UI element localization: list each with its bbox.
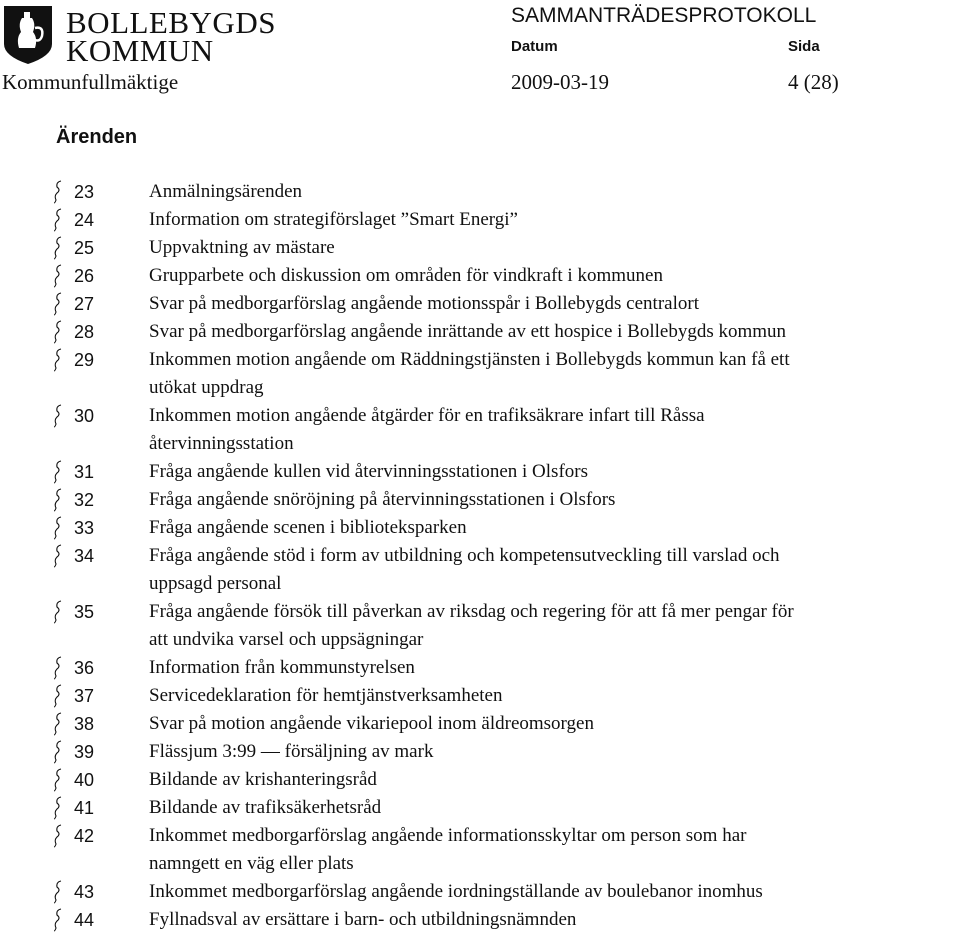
agenda-list xyxy=(0,178,960,934)
agenda-item xyxy=(0,206,960,234)
item-number: 24 xyxy=(74,210,95,230)
item-title-line: utökat uppdrag xyxy=(149,377,264,398)
section-sign-icon xyxy=(52,824,64,848)
item-title-line: Fyllnadsval av ersättare i barn- och utbildningsnämnden xyxy=(149,909,577,930)
item-title xyxy=(149,486,955,514)
item-title-line: uppsagd personal xyxy=(149,573,282,594)
item-title-line: Grupparbete och diskussion om områden för vindkraft i kommunen xyxy=(149,265,663,286)
agenda-item xyxy=(0,514,960,542)
item-title xyxy=(149,262,955,290)
org-name-line2: KOMMUN xyxy=(66,33,214,68)
section-sign-icon xyxy=(52,768,64,792)
item-title-line: Fråga angående försök till påverkan av riksdag och regering för att få mer pengar för xyxy=(149,601,794,622)
item-title xyxy=(149,346,955,402)
item-title-line: Anmälningsärenden xyxy=(149,181,303,202)
agenda-item xyxy=(0,598,960,654)
item-number: 31 xyxy=(74,462,95,482)
section-sign-icon xyxy=(52,740,64,764)
agenda-item xyxy=(0,318,960,346)
item-title xyxy=(149,794,955,822)
agenda-item xyxy=(0,654,960,682)
agenda-item xyxy=(0,346,960,402)
item-title-line: Bildande av krishanteringsråd xyxy=(149,769,377,790)
section-sign-icon xyxy=(52,796,64,820)
datum-label: Datum xyxy=(511,38,558,55)
item-title-line: Bildande av trafiksäkerhetsråd xyxy=(149,797,382,818)
agenda-item xyxy=(0,178,960,206)
item-number: 43 xyxy=(74,882,95,902)
item-title-line: Fråga angående scenen i biblioteksparken xyxy=(149,517,467,538)
section-sign-icon xyxy=(52,292,64,316)
item-title xyxy=(149,710,955,738)
item-title-line: Svar på motion angående vikariepool inom äldreomsorgen xyxy=(149,713,594,734)
section-sign-icon xyxy=(52,880,64,904)
agenda-item xyxy=(0,822,960,878)
item-title-line: Svar på medborgarförslag angående inrättande av ett hospice i Bollebygds kommun xyxy=(149,321,787,342)
item-title-line: Uppvaktning av mästare xyxy=(149,237,335,258)
item-number: 30 xyxy=(74,406,95,426)
agenda-item xyxy=(0,710,960,738)
item-number: 26 xyxy=(74,266,95,286)
item-title xyxy=(149,234,955,262)
item-number: 34 xyxy=(74,546,95,566)
item-title xyxy=(149,318,955,346)
meeting-body: Kommunfullmäktige xyxy=(2,70,179,94)
section-sign-icon xyxy=(52,544,64,568)
item-number: 42 xyxy=(74,826,95,846)
item-number: 28 xyxy=(74,322,95,342)
section-sign-icon xyxy=(52,348,64,372)
agenda-item xyxy=(0,794,960,822)
item-title xyxy=(149,290,955,318)
section-sign-icon xyxy=(52,684,64,708)
item-title xyxy=(149,178,955,206)
section-title: Ärenden xyxy=(56,126,138,148)
section-sign-icon xyxy=(52,460,64,484)
item-number: 25 xyxy=(74,238,95,258)
agenda-item xyxy=(0,402,960,458)
document-type-title: SAMMANTRÄDESPROTOKOLL xyxy=(511,4,817,27)
item-title xyxy=(149,878,955,906)
item-number: 39 xyxy=(74,742,95,762)
item-title-line: Inkommen motion angående åtgärder för en trafiksäkrare infart till Råssa xyxy=(149,405,705,426)
item-number: 40 xyxy=(74,770,95,790)
agenda-item xyxy=(0,906,960,934)
item-title xyxy=(149,542,955,598)
item-title xyxy=(149,654,955,682)
item-title-line: namngett en väg eller plats xyxy=(149,853,354,874)
item-number: 37 xyxy=(74,686,95,706)
item-number: 33 xyxy=(74,518,95,538)
item-number: 35 xyxy=(74,602,95,622)
item-number: 38 xyxy=(74,714,95,734)
item-number: 29 xyxy=(74,350,95,370)
section-sign-icon xyxy=(52,320,64,344)
section-sign-icon xyxy=(52,600,64,624)
item-title-line: Servicedeklaration för hemtjänstverksamheten xyxy=(149,685,503,706)
section-sign-icon xyxy=(52,208,64,232)
agenda-item xyxy=(0,486,960,514)
agenda-item xyxy=(0,738,960,766)
item-number: 32 xyxy=(74,490,95,510)
municipal-shield-icon xyxy=(2,4,54,66)
item-title xyxy=(149,738,955,766)
agenda-item xyxy=(0,542,960,598)
item-title xyxy=(149,458,955,486)
item-number: 36 xyxy=(74,658,95,678)
item-title-line: Inkommen motion angående om Räddningstjänsten i Bollebygds kommun kan få ett xyxy=(149,349,790,370)
item-title xyxy=(149,514,955,542)
item-title-line: Inkommet medborgarförslag angående informationsskyltar om person som har xyxy=(149,825,747,846)
section-sign-icon xyxy=(52,236,64,260)
agenda-item xyxy=(0,766,960,794)
section-sign-icon xyxy=(52,404,64,428)
agenda-item xyxy=(0,682,960,710)
agenda-item xyxy=(0,262,960,290)
item-title xyxy=(149,766,955,794)
sida-label: Sida xyxy=(788,38,820,55)
item-number: 41 xyxy=(74,798,95,818)
item-title xyxy=(149,906,955,934)
section-sign-icon xyxy=(52,656,64,680)
item-title-line: att undvika varsel och uppsägningar xyxy=(149,629,424,650)
item-number: 23 xyxy=(74,182,95,202)
item-title xyxy=(149,682,955,710)
item-title xyxy=(149,206,955,234)
section-sign-icon xyxy=(52,908,64,932)
item-title xyxy=(149,402,955,458)
agenda-item xyxy=(0,290,960,318)
item-title-line: Fråga angående stöd i form av utbildning och kompetensutveckling till varslad och xyxy=(149,545,780,566)
item-title xyxy=(149,598,955,654)
agenda-item xyxy=(0,878,960,906)
item-title-line: Svar på medborgarförslag angående motionsspår i Bollebygds centralort xyxy=(149,293,699,314)
item-number: 27 xyxy=(74,294,95,314)
item-title-line: Fråga angående snöröjning på återvinningsstationen i Olsfors xyxy=(149,489,616,510)
agenda-item xyxy=(0,458,960,486)
section-sign-icon xyxy=(52,516,64,540)
agenda-item xyxy=(0,234,960,262)
item-title-line: Inkommet medborgarförslag angående iordningställande av boulebanor inomhus xyxy=(149,881,763,902)
section-sign-icon xyxy=(52,712,64,736)
section-sign-icon xyxy=(52,488,64,512)
section-sign-icon xyxy=(52,180,64,204)
item-title-line: Information om strategiförslaget ”Smart Energi” xyxy=(149,209,518,230)
item-title-line: återvinningsstation xyxy=(149,433,294,454)
item-title-line: Fråga angående kullen vid återvinningsstationen i Olsfors xyxy=(149,461,589,482)
page-number: 4 (28) xyxy=(788,70,839,94)
item-title-line: Information från kommunstyrelsen xyxy=(149,657,415,678)
org-name-line1: BOLLEBYGDS xyxy=(66,5,276,40)
meeting-date: 2009-03-19 xyxy=(511,70,609,94)
item-number: 44 xyxy=(74,910,95,930)
item-title-line: Flässjum 3:99 — försäljning av mark xyxy=(149,741,434,762)
section-sign-icon xyxy=(52,264,64,288)
item-title xyxy=(149,822,955,878)
